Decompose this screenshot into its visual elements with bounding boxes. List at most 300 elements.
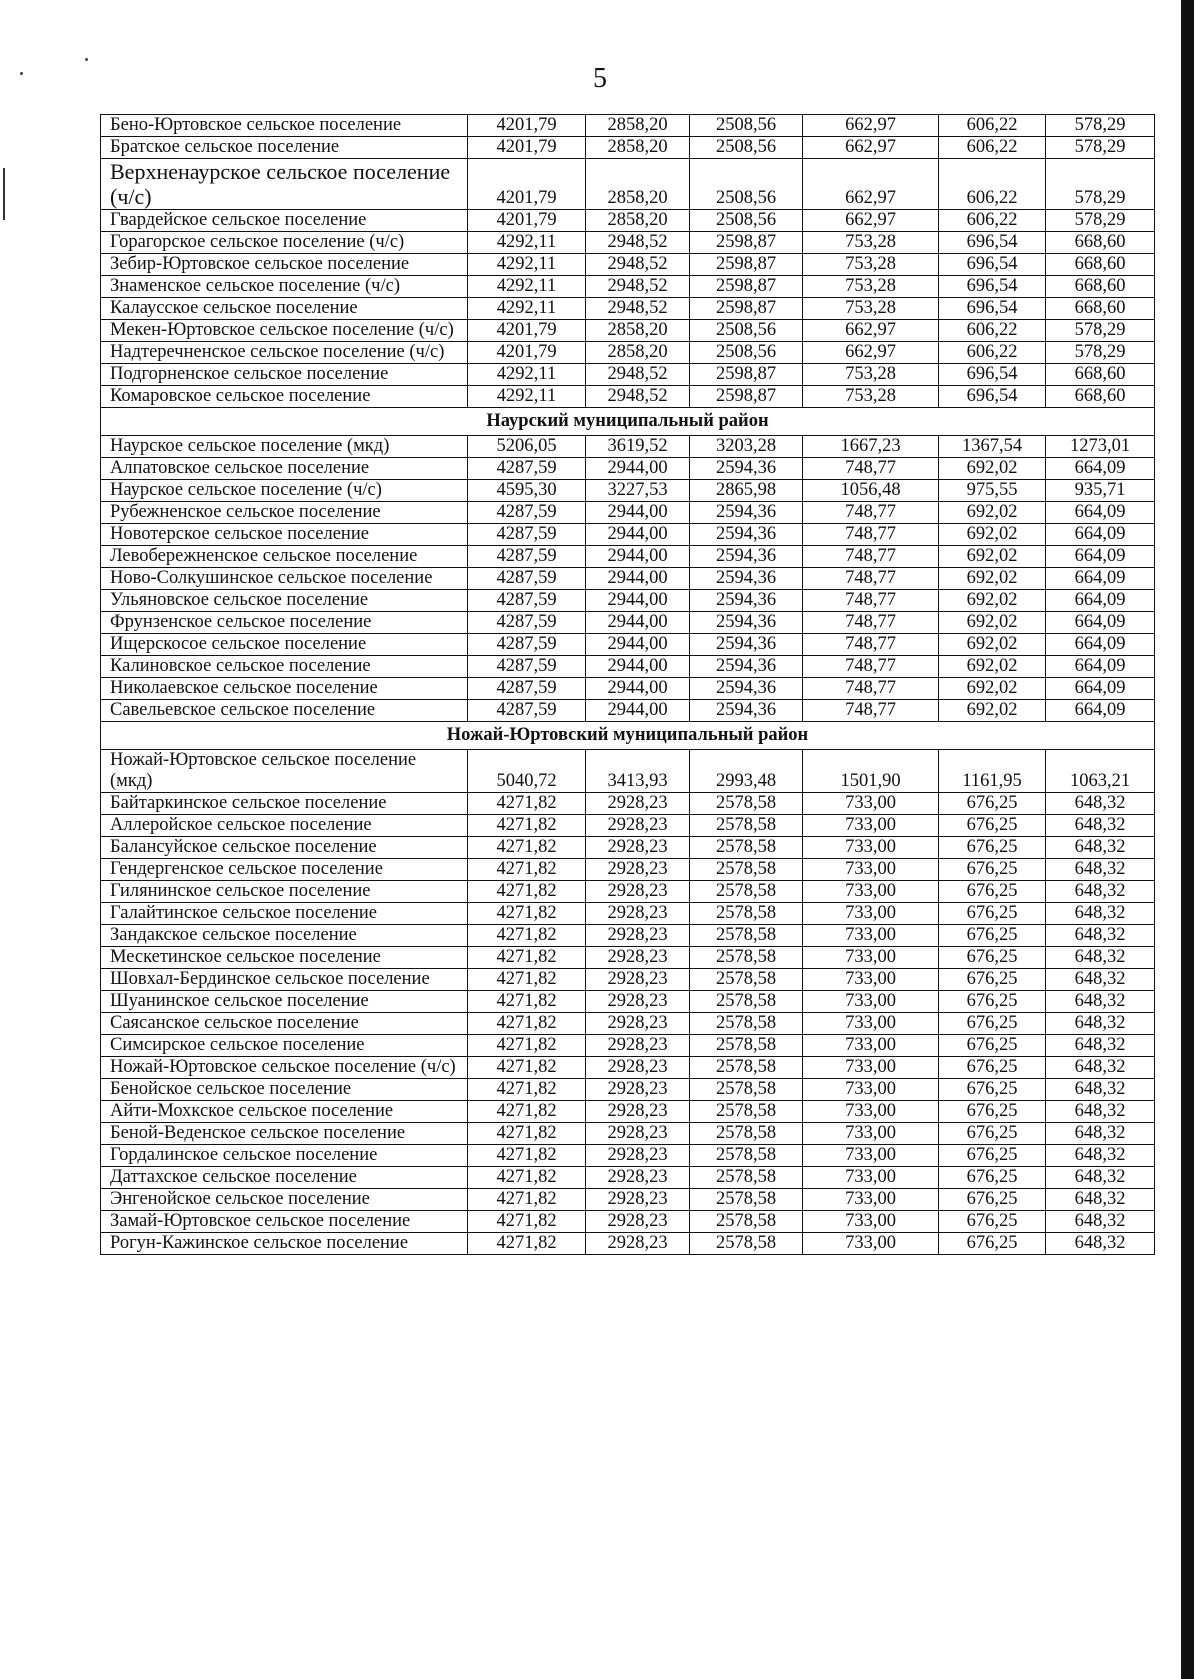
- value-cell: 4292,11: [468, 254, 586, 276]
- value-cell: 2578,58: [690, 1101, 803, 1123]
- value-cell: 662,97: [803, 342, 939, 364]
- value-cell: 696,54: [939, 254, 1046, 276]
- scan-speck: [85, 58, 88, 61]
- value-cell: 676,25: [939, 1013, 1046, 1035]
- value-cell: 2928,23: [586, 903, 690, 925]
- value-cell: 2594,36: [690, 458, 803, 480]
- value-cell: 606,22: [939, 320, 1046, 342]
- value-cell: 4271,82: [468, 837, 586, 859]
- value-cell: 2598,87: [690, 364, 803, 386]
- value-cell: 692,02: [939, 590, 1046, 612]
- value-cell: 4287,59: [468, 634, 586, 656]
- value-cell: 2598,87: [690, 276, 803, 298]
- settlement-name-cell: Гендергенское сельское поселение: [101, 859, 468, 881]
- value-cell: 2944,00: [586, 590, 690, 612]
- value-cell: 2928,23: [586, 969, 690, 991]
- value-cell: 2578,58: [690, 837, 803, 859]
- settlement-name-cell: Бенойское сельское поселение: [101, 1079, 468, 1101]
- table-row: [101, 903, 1155, 925]
- value-cell: 696,54: [939, 364, 1046, 386]
- value-cell: 4271,82: [468, 1123, 586, 1145]
- value-cell: 2594,36: [690, 678, 803, 700]
- value-cell: 2928,23: [586, 1013, 690, 1035]
- table-row: [101, 859, 1155, 881]
- value-cell: 748,77: [803, 546, 939, 568]
- table-row: [101, 342, 1155, 364]
- value-cell: 606,22: [939, 137, 1046, 159]
- value-cell: 4201,79: [468, 115, 586, 137]
- value-cell: 2948,52: [586, 232, 690, 254]
- value-cell: 676,25: [939, 1211, 1046, 1233]
- value-cell: 2598,87: [690, 298, 803, 320]
- value-cell: 748,77: [803, 700, 939, 722]
- table-row: [101, 947, 1155, 969]
- settlement-name-cell: Ножай-Юртовское сельское поселение (ч/с): [101, 1057, 468, 1079]
- value-cell: 2948,52: [586, 386, 690, 408]
- settlement-name-cell: Ищерскосое сельское поселение: [101, 634, 468, 656]
- value-cell: 2944,00: [586, 568, 690, 590]
- settlement-name-cell: Фрунзенское сельское поселение: [101, 612, 468, 634]
- value-cell: 733,00: [803, 925, 939, 947]
- value-cell: 668,60: [1046, 298, 1155, 320]
- settlement-name-cell: Братское сельское поселение: [101, 137, 468, 159]
- value-cell: 4287,59: [468, 502, 586, 524]
- value-cell: 4271,82: [468, 1233, 586, 1255]
- value-cell: 2578,58: [690, 881, 803, 903]
- tariff-table: [100, 114, 1155, 1255]
- value-cell: 648,32: [1046, 1211, 1155, 1233]
- settlement-name-cell: Верхненаурское сельское поселение (ч/с): [101, 159, 468, 210]
- value-cell: 753,28: [803, 298, 939, 320]
- value-cell: 4271,82: [468, 1057, 586, 1079]
- value-cell: 676,25: [939, 1057, 1046, 1079]
- value-cell: 578,29: [1046, 137, 1155, 159]
- table-row: [101, 700, 1155, 722]
- value-cell: 668,60: [1046, 276, 1155, 298]
- table-row: [101, 1167, 1155, 1189]
- value-cell: 648,32: [1046, 947, 1155, 969]
- table-row: [101, 298, 1155, 320]
- value-cell: 748,77: [803, 612, 939, 634]
- value-cell: 606,22: [939, 115, 1046, 137]
- value-cell: 753,28: [803, 364, 939, 386]
- table-row: [101, 1233, 1155, 1255]
- value-cell: 753,28: [803, 254, 939, 276]
- value-cell: 753,28: [803, 232, 939, 254]
- value-cell: 676,25: [939, 903, 1046, 925]
- value-cell: 676,25: [939, 947, 1046, 969]
- value-cell: 3413,93: [586, 750, 690, 793]
- value-cell: 692,02: [939, 634, 1046, 656]
- value-cell: 578,29: [1046, 210, 1155, 232]
- settlement-name-cell: Мекен-Юртовское сельское поселение (ч/с): [101, 320, 468, 342]
- value-cell: 648,32: [1046, 903, 1155, 925]
- value-cell: 733,00: [803, 1035, 939, 1057]
- value-cell: 2948,52: [586, 254, 690, 276]
- settlement-name-cell: Байтаркинское сельское поселение: [101, 793, 468, 815]
- value-cell: 696,54: [939, 276, 1046, 298]
- value-cell: 664,09: [1046, 458, 1155, 480]
- settlement-name-cell: Рубежненское сельское поселение: [101, 502, 468, 524]
- value-cell: 2928,23: [586, 881, 690, 903]
- value-cell: 648,32: [1046, 1167, 1155, 1189]
- value-cell: 648,32: [1046, 1035, 1155, 1057]
- value-cell: 692,02: [939, 546, 1046, 568]
- settlement-name-cell: Ульяновское сельское поселение: [101, 590, 468, 612]
- value-cell: 668,60: [1046, 254, 1155, 276]
- value-cell: 2928,23: [586, 1145, 690, 1167]
- value-cell: 2928,23: [586, 1233, 690, 1255]
- value-cell: 2928,23: [586, 1123, 690, 1145]
- value-cell: 2508,56: [690, 115, 803, 137]
- settlement-name-cell: Энгенойское сельское поселение: [101, 1189, 468, 1211]
- value-cell: 4287,59: [468, 546, 586, 568]
- value-cell: 692,02: [939, 678, 1046, 700]
- value-cell: 2858,20: [586, 342, 690, 364]
- value-cell: 3227,53: [586, 480, 690, 502]
- value-cell: 692,02: [939, 700, 1046, 722]
- table-row: [101, 386, 1155, 408]
- table-row: [101, 276, 1155, 298]
- value-cell: 2598,87: [690, 386, 803, 408]
- value-cell: 664,09: [1046, 568, 1155, 590]
- value-cell: 664,09: [1046, 678, 1155, 700]
- value-cell: 4287,59: [468, 656, 586, 678]
- value-cell: 733,00: [803, 859, 939, 881]
- value-cell: 4201,79: [468, 159, 586, 210]
- value-cell: 664,09: [1046, 634, 1155, 656]
- table-row: [101, 436, 1155, 458]
- settlement-name-cell: Новотерское сельское поселение: [101, 524, 468, 546]
- value-cell: 4201,79: [468, 320, 586, 342]
- settlement-name-cell: Наурское сельское поселение (мкд): [101, 436, 468, 458]
- value-cell: 4201,79: [468, 137, 586, 159]
- table-row: [101, 815, 1155, 837]
- value-cell: 664,09: [1046, 700, 1155, 722]
- value-cell: 648,32: [1046, 1123, 1155, 1145]
- value-cell: 676,25: [939, 881, 1046, 903]
- settlement-name-cell: Галайтинское сельское поселение: [101, 903, 468, 925]
- value-cell: 4271,82: [468, 881, 586, 903]
- settlement-name-cell: Николаевское сельское поселение: [101, 678, 468, 700]
- value-cell: 1501,90: [803, 750, 939, 793]
- value-cell: 676,25: [939, 991, 1046, 1013]
- value-cell: 664,09: [1046, 524, 1155, 546]
- settlement-name-cell: Горагорское сельское поселение (ч/с): [101, 232, 468, 254]
- table-row: [101, 254, 1155, 276]
- value-cell: 4271,82: [468, 991, 586, 1013]
- value-cell: 733,00: [803, 1211, 939, 1233]
- value-cell: 648,32: [1046, 1101, 1155, 1123]
- value-cell: 662,97: [803, 159, 939, 210]
- value-cell: 2928,23: [586, 793, 690, 815]
- value-cell: 668,60: [1046, 386, 1155, 408]
- value-cell: 748,77: [803, 634, 939, 656]
- settlement-name-cell: Алпатовское сельское поселение: [101, 458, 468, 480]
- value-cell: 1063,21: [1046, 750, 1155, 793]
- settlement-name-cell: Саясанское сельское поселение: [101, 1013, 468, 1035]
- settlement-name-cell: Комаровское сельское поселение: [101, 386, 468, 408]
- value-cell: 733,00: [803, 793, 939, 815]
- value-cell: 648,32: [1046, 1233, 1155, 1255]
- value-cell: 2928,23: [586, 859, 690, 881]
- settlement-name-cell: Надтеречненское сельское поселение (ч/с): [101, 342, 468, 364]
- value-cell: 733,00: [803, 881, 939, 903]
- value-cell: 2578,58: [690, 1167, 803, 1189]
- value-cell: 2944,00: [586, 678, 690, 700]
- value-cell: 733,00: [803, 1233, 939, 1255]
- value-cell: 648,32: [1046, 815, 1155, 837]
- settlement-name-cell: Беной-Веденское сельское поселение: [101, 1123, 468, 1145]
- settlement-name-cell: Калиновское сельское поселение: [101, 656, 468, 678]
- settlement-name-cell: Знаменское сельское поселение (ч/с): [101, 276, 468, 298]
- settlement-name-cell: Бено-Юртовское сельское поселение: [101, 115, 468, 137]
- value-cell: 2598,87: [690, 254, 803, 276]
- value-cell: 2508,56: [690, 159, 803, 210]
- value-cell: 2858,20: [586, 159, 690, 210]
- value-cell: 5040,72: [468, 750, 586, 793]
- value-cell: 4271,82: [468, 793, 586, 815]
- value-cell: 648,32: [1046, 1079, 1155, 1101]
- value-cell: 2944,00: [586, 524, 690, 546]
- table-row: [101, 1013, 1155, 1035]
- value-cell: 4271,82: [468, 925, 586, 947]
- value-cell: 2948,52: [586, 298, 690, 320]
- settlement-name-cell: Ново-Солкушинское сельское поселение: [101, 568, 468, 590]
- table-row: [101, 750, 1155, 793]
- value-cell: 2594,36: [690, 700, 803, 722]
- settlement-name-cell: Зебир-Юртовское сельское поселение: [101, 254, 468, 276]
- table-row: [101, 634, 1155, 656]
- value-cell: 753,28: [803, 276, 939, 298]
- value-cell: 664,09: [1046, 502, 1155, 524]
- value-cell: 606,22: [939, 210, 1046, 232]
- value-cell: 578,29: [1046, 320, 1155, 342]
- value-cell: 748,77: [803, 524, 939, 546]
- value-cell: 4271,82: [468, 1189, 586, 1211]
- value-cell: 733,00: [803, 1189, 939, 1211]
- value-cell: 2578,58: [690, 1211, 803, 1233]
- table-body: [101, 115, 1155, 1255]
- settlement-name-cell: Балансуйское сельское поселение: [101, 837, 468, 859]
- value-cell: 648,32: [1046, 859, 1155, 881]
- value-cell: 4287,59: [468, 700, 586, 722]
- value-cell: 668,60: [1046, 232, 1155, 254]
- value-cell: 2594,36: [690, 502, 803, 524]
- table-row: [101, 232, 1155, 254]
- value-cell: 578,29: [1046, 159, 1155, 210]
- value-cell: 2508,56: [690, 342, 803, 364]
- value-cell: 4271,82: [468, 815, 586, 837]
- value-cell: 648,32: [1046, 1145, 1155, 1167]
- value-cell: 2928,23: [586, 1167, 690, 1189]
- value-cell: 692,02: [939, 656, 1046, 678]
- value-cell: 578,29: [1046, 342, 1155, 364]
- value-cell: 2578,58: [690, 903, 803, 925]
- value-cell: 2865,98: [690, 480, 803, 502]
- table-row: [101, 837, 1155, 859]
- value-cell: 4271,82: [468, 1167, 586, 1189]
- value-cell: 676,25: [939, 1101, 1046, 1123]
- value-cell: 748,77: [803, 568, 939, 590]
- value-cell: 1161,95: [939, 750, 1046, 793]
- value-cell: 692,02: [939, 524, 1046, 546]
- value-cell: 578,29: [1046, 115, 1155, 137]
- value-cell: 733,00: [803, 815, 939, 837]
- value-cell: 733,00: [803, 1013, 939, 1035]
- value-cell: 676,25: [939, 925, 1046, 947]
- table-row: [101, 568, 1155, 590]
- value-cell: 4287,59: [468, 524, 586, 546]
- value-cell: 2928,23: [586, 925, 690, 947]
- section-title: Наурский муниципальный район: [101, 408, 1155, 436]
- table-row: [101, 159, 1155, 210]
- value-cell: 2944,00: [586, 700, 690, 722]
- value-cell: 676,25: [939, 969, 1046, 991]
- value-cell: 4287,59: [468, 590, 586, 612]
- value-cell: 664,09: [1046, 546, 1155, 568]
- table-row: [101, 991, 1155, 1013]
- value-cell: 4201,79: [468, 210, 586, 232]
- value-cell: 676,25: [939, 815, 1046, 837]
- settlement-name-cell: Мескетинское сельское поселение: [101, 947, 468, 969]
- value-cell: 692,02: [939, 458, 1046, 480]
- value-cell: 676,25: [939, 1079, 1046, 1101]
- value-cell: 2858,20: [586, 137, 690, 159]
- value-cell: 4271,82: [468, 1211, 586, 1233]
- value-cell: 2594,36: [690, 612, 803, 634]
- value-cell: 2578,58: [690, 1233, 803, 1255]
- scan-margin-mark: [3, 168, 5, 220]
- table-row: [101, 1123, 1155, 1145]
- value-cell: 748,77: [803, 458, 939, 480]
- value-cell: 2594,36: [690, 656, 803, 678]
- value-cell: 2594,36: [690, 546, 803, 568]
- settlement-name-cell: Калаусское сельское поселение: [101, 298, 468, 320]
- value-cell: 1056,48: [803, 480, 939, 502]
- value-cell: 2928,23: [586, 1211, 690, 1233]
- value-cell: 5206,05: [468, 436, 586, 458]
- value-cell: 4271,82: [468, 1145, 586, 1167]
- value-cell: 606,22: [939, 342, 1046, 364]
- table-row: [101, 115, 1155, 137]
- value-cell: 1367,54: [939, 436, 1046, 458]
- value-cell: 676,25: [939, 793, 1046, 815]
- page-number: 5: [593, 63, 607, 94]
- table-row: [101, 137, 1155, 159]
- table-row: [101, 480, 1155, 502]
- settlement-name-cell: Зандакское сельское поселение: [101, 925, 468, 947]
- table-row: [101, 1211, 1155, 1233]
- value-cell: 733,00: [803, 1057, 939, 1079]
- value-cell: 4292,11: [468, 298, 586, 320]
- table-row: [101, 612, 1155, 634]
- settlement-name-cell: Гвардейское сельское поселение: [101, 210, 468, 232]
- value-cell: 733,00: [803, 1079, 939, 1101]
- value-cell: 2858,20: [586, 210, 690, 232]
- value-cell: 648,32: [1046, 969, 1155, 991]
- table-row: [101, 210, 1155, 232]
- value-cell: 696,54: [939, 386, 1046, 408]
- section-title: Ножай-Юртовский муниципальный район: [101, 722, 1155, 750]
- value-cell: 3203,28: [690, 436, 803, 458]
- value-cell: 4292,11: [468, 232, 586, 254]
- value-cell: 2928,23: [586, 815, 690, 837]
- table-row: [101, 1035, 1155, 1057]
- value-cell: 733,00: [803, 1145, 939, 1167]
- value-cell: 648,32: [1046, 1013, 1155, 1035]
- table-row: [101, 678, 1155, 700]
- section-header-row: [101, 722, 1155, 750]
- value-cell: 668,60: [1046, 364, 1155, 386]
- value-cell: 4271,82: [468, 1101, 586, 1123]
- value-cell: 733,00: [803, 837, 939, 859]
- table-row: [101, 458, 1155, 480]
- value-cell: 2598,87: [690, 232, 803, 254]
- value-cell: 2578,58: [690, 1123, 803, 1145]
- table-row: [101, 524, 1155, 546]
- value-cell: 733,00: [803, 969, 939, 991]
- settlement-name-cell: Шовхал-Бердинское сельское поселение: [101, 969, 468, 991]
- value-cell: 2928,23: [586, 1057, 690, 1079]
- value-cell: 2578,58: [690, 947, 803, 969]
- value-cell: 2993,48: [690, 750, 803, 793]
- value-cell: 664,09: [1046, 590, 1155, 612]
- value-cell: 4595,30: [468, 480, 586, 502]
- table-row: [101, 1101, 1155, 1123]
- value-cell: 748,77: [803, 502, 939, 524]
- value-cell: 2578,58: [690, 991, 803, 1013]
- value-cell: 692,02: [939, 568, 1046, 590]
- value-cell: 4292,11: [468, 276, 586, 298]
- value-cell: 2578,58: [690, 859, 803, 881]
- table-row: [101, 925, 1155, 947]
- value-cell: 733,00: [803, 1101, 939, 1123]
- settlement-name-cell: Замай-Юртовское сельское поселение: [101, 1211, 468, 1233]
- value-cell: 696,54: [939, 232, 1046, 254]
- value-cell: 2928,23: [586, 1101, 690, 1123]
- table-row: [101, 364, 1155, 386]
- value-cell: 753,28: [803, 386, 939, 408]
- settlement-name-cell: Савельевское сельское поселение: [101, 700, 468, 722]
- value-cell: 2508,56: [690, 320, 803, 342]
- settlement-name-cell: Айти-Мохкское сельское поселение: [101, 1101, 468, 1123]
- table-row: [101, 793, 1155, 815]
- table-row: [101, 1189, 1155, 1211]
- value-cell: 2578,58: [690, 1189, 803, 1211]
- table-row: [101, 656, 1155, 678]
- value-cell: 2928,23: [586, 1189, 690, 1211]
- table-row: [101, 320, 1155, 342]
- value-cell: 696,54: [939, 298, 1046, 320]
- table-row: [101, 881, 1155, 903]
- value-cell: 2948,52: [586, 276, 690, 298]
- value-cell: 4287,59: [468, 458, 586, 480]
- value-cell: 935,71: [1046, 480, 1155, 502]
- settlement-name-cell: Ножай-Юртовское сельское поселение (мкд): [101, 750, 468, 793]
- value-cell: 2578,58: [690, 925, 803, 947]
- value-cell: 733,00: [803, 903, 939, 925]
- table-row: [101, 502, 1155, 524]
- value-cell: 648,32: [1046, 1057, 1155, 1079]
- value-cell: 676,25: [939, 1189, 1046, 1211]
- value-cell: 4287,59: [468, 568, 586, 590]
- value-cell: 2578,58: [690, 815, 803, 837]
- table-row: [101, 1057, 1155, 1079]
- settlement-name-cell: Подгорненское сельское поселение: [101, 364, 468, 386]
- value-cell: 2578,58: [690, 969, 803, 991]
- value-cell: 4201,79: [468, 342, 586, 364]
